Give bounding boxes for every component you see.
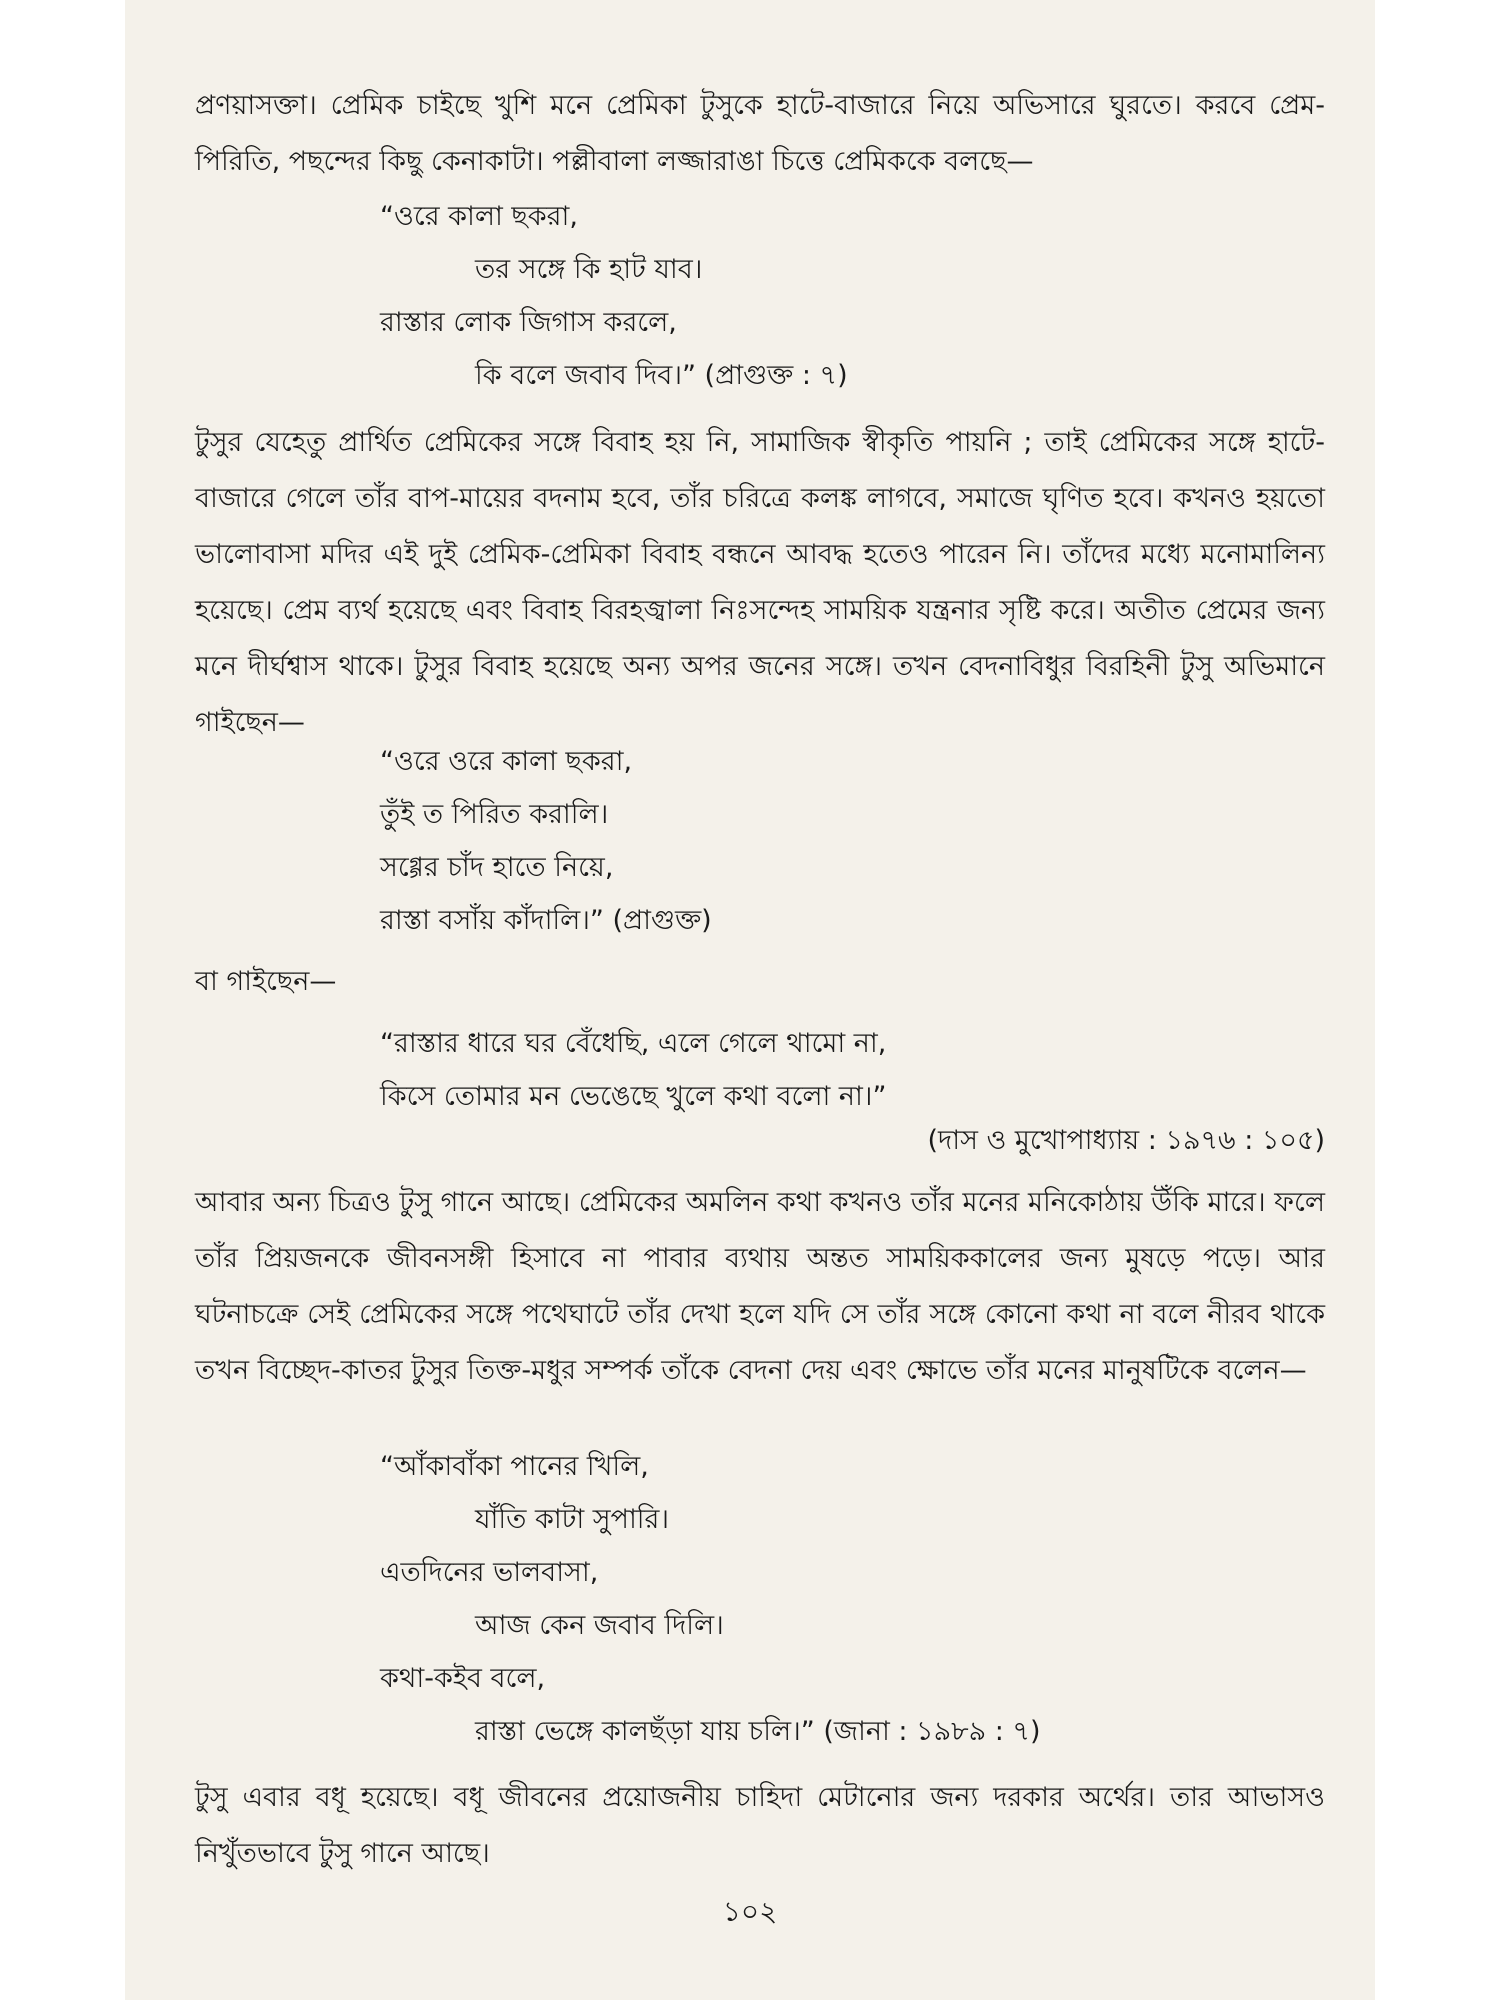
poem-3 xyxy=(380,1017,886,1123)
poem-4-line-6: রাস্তা ভেঙ্গে কালছঁড়া যায় চলি।” (জানা : ১৯৮৯ : ৭) xyxy=(475,1716,1041,1747)
paragraph-5-text: টুসু এবার বধূ হয়েছে। বধূ জীবনের প্রয়োজনীয় চাহিদা মেটানোর জন্য দরকার অর্থের। তার আভাসও নিখুঁতভাবে টুসু গানে আছে। xyxy=(195,1782,1325,1869)
poem-4 xyxy=(380,1440,1040,1758)
poem-1-line-2: তর সঙ্গে কি হাট যাব। xyxy=(475,254,703,285)
poem-2-line-4: রাস্তা বসাঁয় কাঁদালি।” (প্রাগুক্ত) xyxy=(380,905,712,936)
poem-1 xyxy=(380,190,848,402)
paragraph-4-text: আবার অন্য চিত্রও টুসু গানে আছে। প্রেমিকের অমলিন কথা কখনও তাঁর মনের মনিকোঠায় উঁকি মারে। ফলে তাঁর প্রিয়জনকে জীবনসঙ্গী হিসাবে না পাবার ব্যথায় অন্তত সাময়িককালের জন্য মুষড়ে পড়ে। আর ঘটনাচক্রে সেই প্রেমিকের সঙ্গে পথেঘাটে তাঁর দেখা হলে যদি সে তাঁর সঙ্গে কোনো কথা না বলে নীরব থাকে তখন বিচ্ছেদ-কাতর টুসুর তিক্ত-মধুর সম্পর্ক তাঁকে বেদনা দেয় এবং ক্ষোভে তাঁর মনের মানুষটিকে বলেন— xyxy=(195,1187,1325,1386)
book-page xyxy=(125,0,1375,2000)
poem-2-line-1: “ওরে ওরে কালা ছকরা, xyxy=(380,746,633,777)
poem-2 xyxy=(380,735,712,947)
poem-4-line-5: কথা-কইব বলে, xyxy=(380,1663,546,1694)
poem-4-line-1: “আঁকাবাঁকা পানের খিলি, xyxy=(380,1451,649,1482)
paragraph-4 xyxy=(195,1175,1325,1399)
lead-line-3-text: বা গাইছেন— xyxy=(195,966,337,997)
poem-1-line-4: কি বলে জবাব দিব।” (প্রাগুক্ত : ৭) xyxy=(475,360,848,391)
paragraph-1-text: প্রণয়াসক্তা। প্রেমিক চাইছে খুশি মনে প্রেমিকা টুসুকে হাটে-বাজারে নিয়ে অভিসারে ঘুরতে। করবে প্রেম-পিরিতি, পছন্দের কিছু কেনাকাটা। পল্লীবালা লজ্জারাঙা চিত্তে প্রেমিককে বলছে— xyxy=(195,90,1325,177)
poem-2-line-2: তুঁই ত পিরিত করালি। xyxy=(380,799,609,830)
paragraph-1 xyxy=(195,78,1325,190)
poem-4-line-4: আজ কেন জবাব দিলি। xyxy=(475,1610,724,1641)
poem-1-line-1: “ওরে কালা ছকরা, xyxy=(380,201,578,232)
poem-2-line-3: সগ্গের চাঁদ হাতে নিয়ে, xyxy=(380,852,614,883)
lead-line-3 xyxy=(195,955,336,1008)
poem-1-line-3: রাস্তার লোক জিগাস করলে, xyxy=(380,307,677,338)
paragraph-2-text: টুসুর যেহেতু প্রার্থিত প্রেমিকের সঙ্গে বিবাহ হয় নি, সামাজিক স্বীকৃতি পায়নি ; তাই প্রেমিকের সঙ্গে হাটে-বাজারে গেলে তাঁর বাপ-মায়ের বদনাম হবে, তাঁর চরিত্রে কলঙ্ক লাগবে, সমাজে ঘৃণিত হবে। কখনও হয়তো ভালোবাসা মদির এই দুই প্রেমিক-প্রেমিকা বিবাহ বন্ধনে আবদ্ধ হতেও পারেন নি। তাঁদের মধ্যে মনোমালিন্য হয়েছে। প্রেম ব্যর্থ হয়েছে এবং বিবাহ বিরহজ্বালা নিঃসন্দেহ সাময়িক যন্ত্রনার সৃষ্টি করে। অতীত প্রেমের জন্য মনে দীর্ঘশ্বাস থাকে। টুসুর বিবাহ হয়েছে অন্য অপর জনের সঙ্গে। তখন বেদনাবিধুর বিরহিনী টুসু অভিমানে গাইছেন— xyxy=(195,427,1325,738)
poem-3-line-1: “রাস্তার ধারে ঘর বেঁধেছি, এলে গেলে থামো না, xyxy=(380,1028,887,1059)
paragraph-2 xyxy=(195,415,1325,751)
paragraph-5 xyxy=(195,1770,1325,1882)
poem-3-line-2: কিসে তোমার মন ভেঙেছে খুলে কথা বলো না।” xyxy=(380,1081,887,1112)
poem-4-line-3: এতদিনের ভালবাসা, xyxy=(380,1557,599,1588)
page-number: ১০২ xyxy=(722,1895,778,1928)
poem-3-citation: (দাস ও মুখোপাধ্যায় : ১৯৭৬ : ১০৫) xyxy=(927,1125,1325,1156)
poem-4-line-2: যাঁতি কাটা সুপারি। xyxy=(475,1504,670,1535)
